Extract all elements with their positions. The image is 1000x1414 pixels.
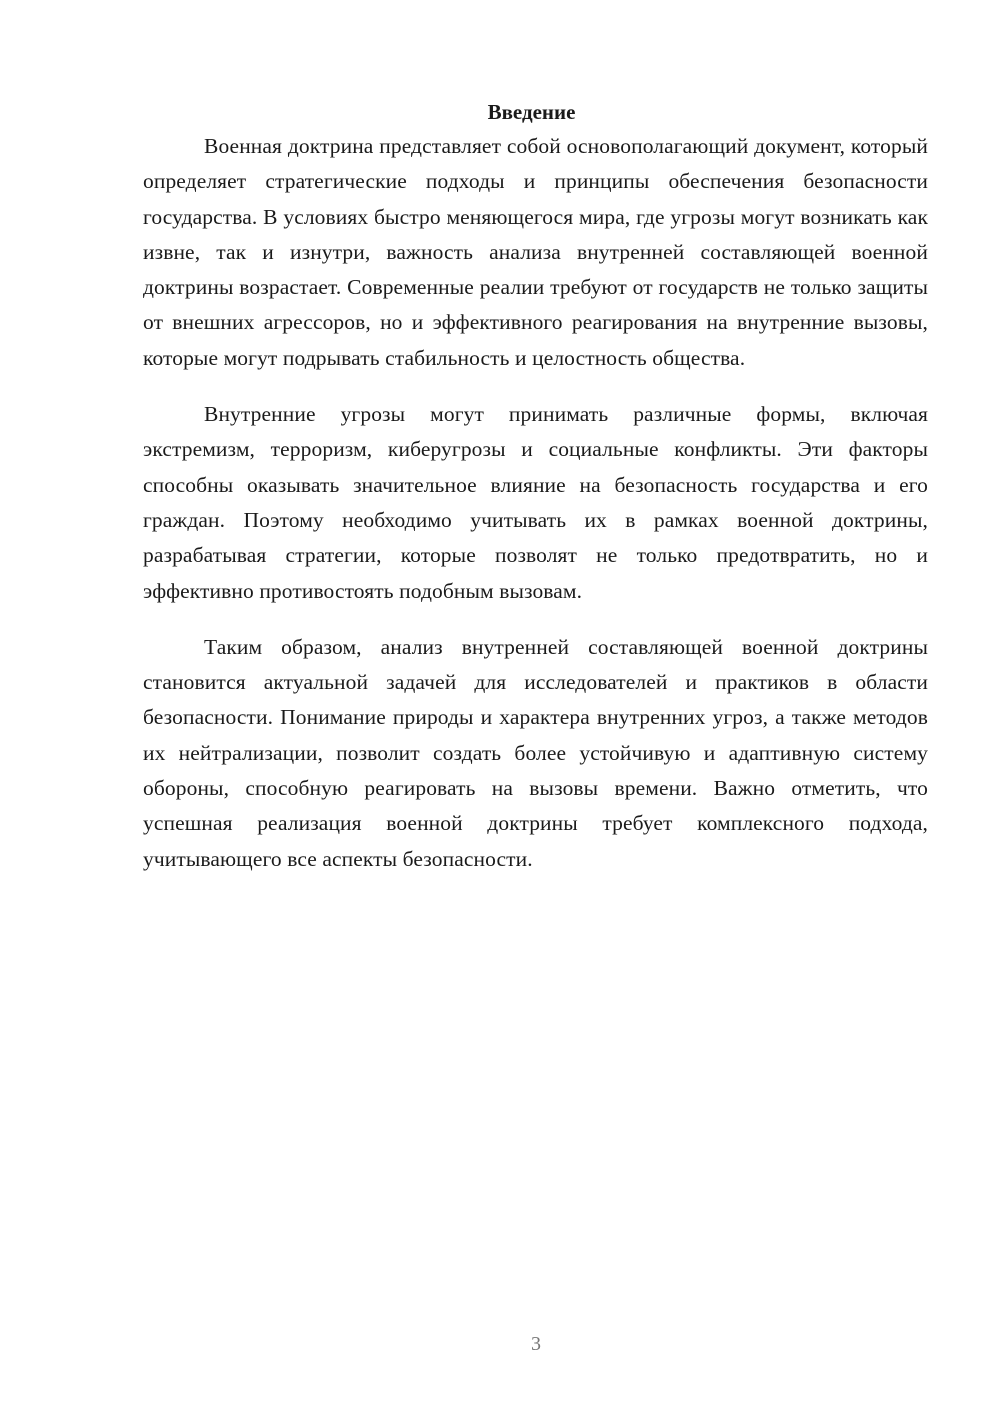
page-body — [143, 95, 928, 877]
section-heading: Введение — [487, 100, 576, 124]
page-number: 3 — [531, 1333, 541, 1355]
paragraph-1: Военная доктрина представляет собой основополагающий документ, который определяет стратегические подходы и принципы обеспечения безопасности государства. В условиях быстро меняющегося мира, где угрозы могут возникать как извне, так и изнутри, важность анализа внутренней составляющей военной доктрины возрастает. Современные реалии требуют от государств не только защиты от внешних агрессоров, но и эффективного реагирования на внутренние вызовы, которые могут подрывать стабильность и целостность общества. — [143, 134, 928, 370]
paragraph-3: Таким образом, анализ внутренней составляющей военной доктрины становится актуальной задачей для исследователей и практиков в области безопасности. Понимание природы и характера внутренних угроз, а также методов их нейтрализации, позволит создать более устойчивую и адаптивную систему обороны, способную реагировать на вызовы времени. Важно отметить, что успешная реализация военной доктрины требует комплексного подхода, учитывающего все аспекты безопасности. — [143, 634, 928, 871]
paragraph-2: Внутренние угрозы могут принимать различные формы, включая экстремизм, терроризм, киберугрозы и социальные конфликты. Эти факторы способны оказывать значительное влияние на безопасность государства и его граждан. Поэтому необходимо учитывать их в рамках военной доктрины, разрабатывая стратегии, которые позволят не только предотвратить, но и эффективно противостоять подобным вызовам. — [143, 402, 928, 603]
